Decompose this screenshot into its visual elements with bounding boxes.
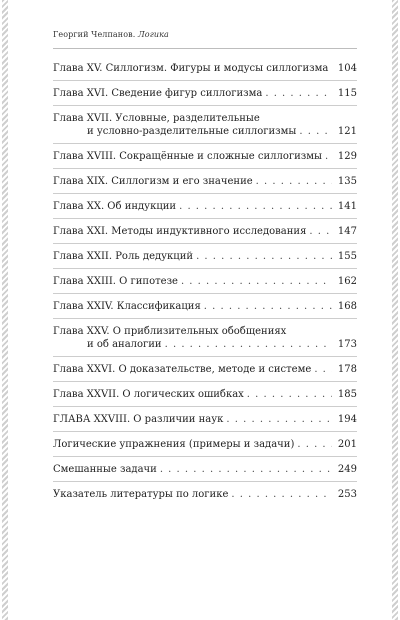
dot-leader: [204, 300, 332, 313]
running-head-author: Георгий Челпанов.: [53, 30, 136, 39]
toc-entry-row: [53, 363, 357, 376]
toc-entry-title: Глава XXVII. О логических ошибках: [53, 389, 244, 400]
dot-leader: [165, 338, 332, 351]
dot-leader: [297, 438, 332, 451]
toc-entry-title: Глава XXII. Роль дедукций: [53, 251, 194, 262]
toc-entry-row: [53, 62, 357, 75]
toc-entry-title: и об аналогии: [87, 339, 162, 350]
toc-entry: [53, 431, 357, 456]
dot-leader: [265, 87, 332, 100]
toc-entry-page-number: 135: [337, 176, 357, 187]
dot-leader: [325, 150, 332, 163]
table-of-contents: [53, 62, 357, 506]
toc-entry-row: [53, 125, 357, 138]
toc-entry-page-number: 253: [337, 489, 357, 500]
toc-entry-title: Глава XVI. Сведение фигур силлогизма: [53, 88, 263, 99]
toc-entry-row: [53, 338, 357, 351]
toc-entry: [53, 193, 357, 218]
toc-entry-title: Логические упражнения (примеры и задачи): [53, 439, 295, 450]
toc-entry-title: Глава XXIV. Классификация: [53, 301, 201, 312]
dot-leader: [247, 388, 332, 401]
toc-entry-page-number: 249: [337, 464, 357, 475]
toc-entry-row: [53, 150, 357, 163]
toc-entry: [53, 80, 357, 105]
toc-entry-page-number: 155: [337, 251, 357, 262]
toc-entry-page-number: 168: [337, 301, 357, 312]
dot-leader: [314, 363, 332, 376]
toc-entry: [53, 243, 357, 268]
toc-entry-title: Глава XX. Об индукции: [53, 201, 177, 212]
toc-entry-row: [53, 200, 357, 213]
toc-entry-title: и условно-разделительные силлогизмы: [87, 126, 297, 137]
toc-entry-title: Смешанные задачи: [53, 464, 157, 475]
toc-entry-row: [53, 275, 357, 288]
dot-leader: [331, 62, 332, 75]
running-head: [53, 30, 353, 39]
dot-leader: [226, 413, 332, 426]
toc-entry-page-number: 194: [337, 414, 357, 425]
toc-entry: [53, 356, 357, 381]
toc-entry-title-line: Глава XXV. О приблизительных обобщениях: [53, 326, 287, 337]
toc-entry-title-line: Глава XVII. Условные, разделительные: [53, 113, 260, 124]
toc-entry-row: [53, 300, 357, 313]
toc-entry: [53, 481, 357, 506]
toc-entry: [53, 456, 357, 481]
toc-entry: [53, 406, 357, 431]
toc-entry-page-number: 178: [337, 364, 357, 375]
toc-entry: [53, 381, 357, 406]
toc-entry: [53, 143, 357, 168]
dot-leader: [256, 175, 332, 188]
toc-entry-row: [53, 175, 357, 188]
dot-leader: [160, 463, 332, 476]
toc-entry-page-number: 129: [337, 151, 357, 162]
toc-entry-page-number: 201: [337, 439, 357, 450]
toc-entry-row: [53, 438, 357, 451]
toc-entry-page-number: 185: [337, 389, 357, 400]
header-rule: [53, 48, 357, 49]
toc-entry: [53, 268, 357, 293]
toc-entry-row: [53, 463, 357, 476]
toc-entry: [53, 168, 357, 193]
right-page-edge: [392, 0, 398, 620]
running-head-title: Логика: [138, 30, 169, 39]
toc-entry-title: Глава XXVI. О доказательстве, методе и системе: [53, 364, 312, 375]
toc-entry-title: Глава XV. Силлогизм. Фигуры и модусы силлогизма: [53, 63, 329, 74]
dot-leader: [181, 275, 332, 288]
dot-leader: [196, 250, 332, 263]
toc-entry-title: ГЛАВА XXVIII. О различии наук: [53, 414, 224, 425]
toc-entry-page-number: 121: [337, 126, 357, 137]
toc-entry-title: Глава XXI. Методы индуктивного исследования: [53, 226, 307, 237]
toc-entry-row: [53, 250, 357, 263]
toc-entry-title: Глава XVIII. Сокращённые и сложные силлогизмы: [53, 151, 322, 162]
toc-entry-page-number: 104: [337, 63, 357, 74]
dot-leader: [231, 488, 332, 501]
toc-entry: [53, 62, 357, 80]
toc-entry-page-number: 141: [337, 201, 357, 212]
dot-leader: [299, 125, 332, 138]
toc-entry: [53, 293, 357, 318]
toc-entry-page-number: 162: [337, 276, 357, 287]
toc-entry-row: [53, 488, 357, 501]
toc-entry: [53, 105, 357, 143]
toc-entry-page-number: 115: [337, 88, 357, 99]
toc-entry-title: Указатель литературы по логике: [53, 489, 229, 500]
dot-leader: [179, 200, 332, 213]
toc-entry-row: [53, 225, 357, 238]
toc-entry-title: Глава XXIII. О гипотезе: [53, 276, 178, 287]
toc-entry-row: [53, 413, 357, 426]
toc-entry-title: Глава XIX. Силлогизм и его значение: [53, 176, 253, 187]
toc-entry: [53, 218, 357, 243]
toc-entry-page-number: 147: [337, 226, 357, 237]
toc-entry-row: [53, 388, 357, 401]
toc-entry: [53, 318, 357, 356]
dot-leader: [309, 225, 332, 238]
toc-entry-page-number: 173: [337, 339, 357, 350]
toc-entry-row: [53, 87, 357, 100]
left-page-edge: [2, 0, 8, 620]
